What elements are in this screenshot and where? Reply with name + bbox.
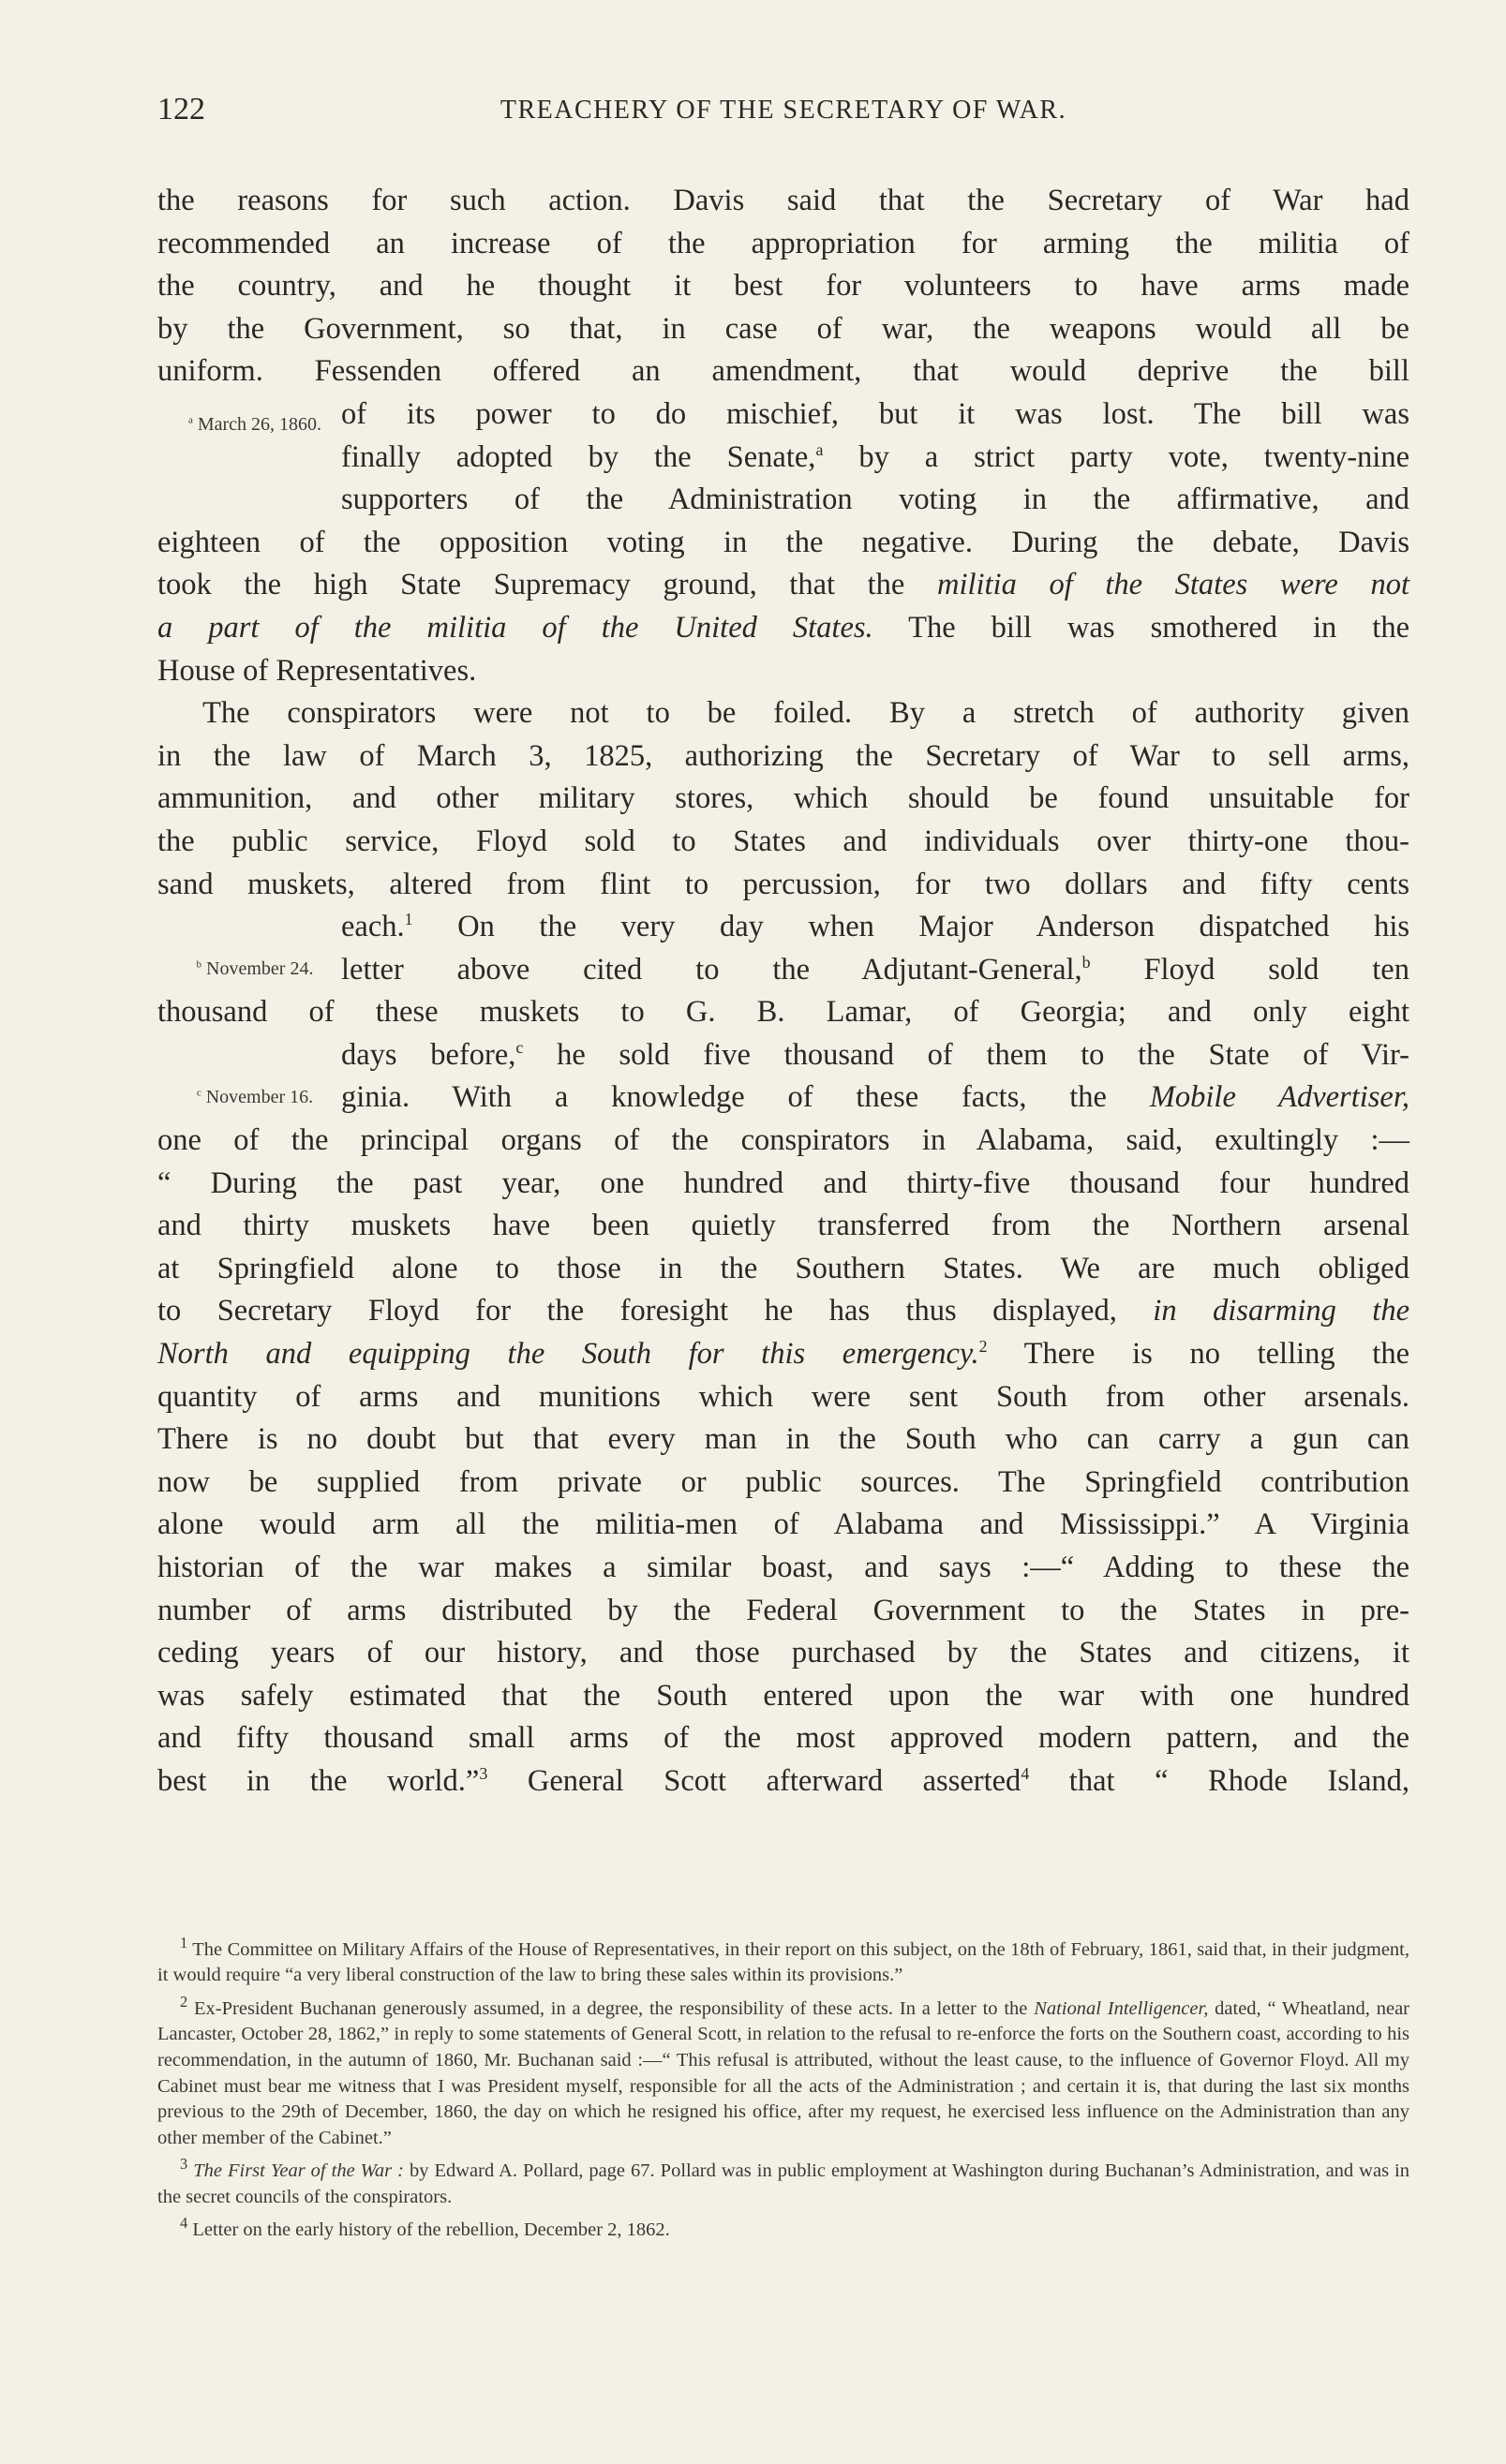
text-line: now be supplied from private or public sources. The Springfield contribution — [157, 1464, 1409, 1499]
italic-fragment: Mobile Advertiser, — [1149, 1080, 1410, 1115]
reference-mark: 3 — [479, 1764, 488, 1784]
italic-fragment: militia of the States were not — [936, 568, 1409, 602]
reference-mark: 2 — [978, 1337, 988, 1357]
margin-note-nov16 — [176, 1087, 334, 1107]
text-fragment: letter above cited to the Adjutant-General, — [341, 952, 1082, 987]
reference-mark: a — [815, 439, 824, 459]
text-fragment: he sold five thousand of them to the State of Vir- — [523, 1037, 1409, 1072]
text-line: The conspirators were not to be foiled. By a stretch of authority given — [202, 696, 1409, 731]
text-line — [341, 1076, 1409, 1120]
footnotes — [157, 1930, 1409, 2244]
text-line: of its power to do mischief, but it was lost. The bill was — [341, 396, 1409, 431]
text-fragment: The bill was smothered in the — [872, 610, 1409, 645]
book-page — [157, 86, 1410, 2241]
text-line: “ During the past year, one hundred and thirty-five thousand four hundred — [157, 1165, 1409, 1200]
footnote-text: Ex-President Buchanan generously assumed, in a degree, the responsibility of these acts. In a letter to the — [194, 1997, 1035, 2019]
text-fragment: General Scott afterward asserted — [487, 1763, 1021, 1798]
text-line: number of arms distributed by the Federal Government to the States in pre- — [157, 1593, 1409, 1627]
margin-note-march — [176, 414, 334, 435]
footnote-italic: The First Year of the War : — [193, 2160, 404, 2182]
text-line — [341, 949, 1409, 992]
footnote-mark: 2 — [180, 1993, 188, 2011]
text-line: uniform. Fessenden offered an amendment, that would deprive the bill — [157, 354, 1409, 389]
text-line — [157, 1290, 1409, 1333]
main-text — [157, 180, 1409, 1803]
text-line — [157, 1333, 1409, 1376]
margin-note-text: November 16. — [205, 1087, 314, 1108]
text-line: House of Representatives. — [157, 653, 477, 688]
text-line: at Springfield alone to those in the Southern States. We are much obliged — [157, 1251, 1409, 1285]
text-fragment: Floyd sold ten — [1090, 952, 1409, 987]
footnote-mark: 3 — [180, 2155, 188, 2174]
text-line — [157, 564, 1409, 607]
text-line: and fifty thousand small arms of the most approved modern pattern, and the — [157, 1721, 1409, 1756]
margin-note-text: March 26, 1860. — [197, 413, 322, 435]
text-line: alone would arm all the militia-men of Alabama and Mississippi.” A Virginia — [157, 1507, 1409, 1542]
page-header — [157, 86, 1409, 141]
margin-note-nov24 — [176, 958, 334, 979]
text-fragment: On the very day when Major Anderson dispatched his — [412, 910, 1409, 944]
text-fragment: best in the world.” — [157, 1763, 480, 1798]
text-fragment: that “ Rhode Island, — [1029, 1763, 1409, 1798]
margin-note-mark: c — [196, 1087, 201, 1099]
running-head: TREACHERY OF THE SECRETARY OF WAR. — [500, 96, 1067, 125]
text-fragment: There is no telling the — [987, 1337, 1409, 1372]
page-number: 122 — [157, 92, 205, 126]
footnote-text: The Committee on Military Affairs of the House of Representatives, in their report on this subject, on the 18th of February, 1861, said that, in their judgment, it would require “a very liberal construction of the law to bring these sales within its provisions.” — [157, 1938, 1410, 1986]
footnote-text: Letter on the early history of the rebellion, December 2, 1862. — [192, 2219, 670, 2241]
text-line: one of the principal organs of the conspirators in Alabama, said, exultingly :— — [157, 1123, 1409, 1158]
text-line — [341, 437, 1409, 480]
text-line: ceding years of our history, and those purchased by the States and citizens, it — [157, 1636, 1409, 1670]
text-fragment: by a strict party vote, twenty-nine — [823, 439, 1409, 474]
italic-fragment: in disarming the — [1153, 1294, 1409, 1328]
italic-fragment: a part of the militia of the United States. — [157, 610, 873, 645]
text-line: historian of the war makes a similar boast, and says :—“ Adding to these the — [157, 1551, 1409, 1584]
sidenote-block — [157, 393, 1409, 522]
text-fragment: took the high State Supremacy ground, that the — [157, 568, 937, 602]
italic-fragment: North and equipping the South for this emergency. — [157, 1337, 979, 1372]
reference-mark: 1 — [404, 910, 413, 929]
sidenote-block — [157, 906, 1409, 1120]
margin-note-mark: a — [187, 414, 193, 426]
text-line: ammunition, and other military stores, which should be found unsuitable for — [157, 781, 1409, 816]
footnote-2 — [157, 1989, 1409, 2151]
text-line: thousand of these muskets to G. B. Lamar, of Georgia; and only eight — [157, 995, 1409, 1030]
text-line: supporters of the Administration voting in the affirmative, and — [341, 482, 1409, 517]
footnote-mark: 1 — [180, 1934, 188, 1952]
reference-mark: c — [515, 1038, 524, 1058]
text-fragment: days before, — [341, 1037, 516, 1072]
text-line: in the law of March 3, 1825, authorizing the Secretary of War to sell arms, — [157, 738, 1409, 773]
margin-note-text: November 24. — [206, 958, 314, 980]
footnote-4 — [157, 2210, 1409, 2243]
text-line — [157, 607, 1409, 650]
footnote-text: by Edward A. Pollard, page 67. Pollard was in public employment at Washington during Buchanan’s Administration, and was in the secret councils of the conspirators. — [157, 2160, 1410, 2207]
reference-mark: 4 — [1021, 1764, 1030, 1784]
text-line: sand muskets, altered from flint to percussion, for two dollars and fifty cents — [157, 867, 1409, 901]
footnote-italic: National Intelligencer, — [1034, 1997, 1209, 2019]
text-line: recommended an increase of the appropriation for arming the militia of — [157, 226, 1409, 260]
text-line: and thirty muskets have been quietly transferred from the Northern arsenal — [157, 1209, 1409, 1243]
text-line: the public service, Floyd sold to States and individuals over thirty-one thou- — [157, 824, 1409, 858]
text-line: eighteen of the opposition voting in the negative. During the debate, Davis — [157, 525, 1409, 559]
reference-mark: b — [1081, 952, 1091, 972]
text-line — [341, 906, 1409, 949]
text-line: was safely estimated that the South entered upon the war with one hundred — [157, 1678, 1409, 1713]
text-line: quantity of arms and munitions which were sent South from other arsenals. — [157, 1379, 1409, 1414]
text-line — [341, 1034, 1409, 1077]
text-line: There is no doubt but that every man in the South who can carry a gun can — [157, 1422, 1409, 1457]
text-line: the country, and he thought it best for volunteers to have arms made — [157, 269, 1409, 304]
footnote-1 — [157, 1930, 1409, 1989]
text-fragment: finally adopted by the Senate, — [341, 439, 816, 474]
text-line: by the Government, so that, in case of war, the weapons would all be — [157, 311, 1409, 346]
text-fragment: each. — [341, 910, 405, 944]
text-fragment: ginia. With a knowledge of these facts, the — [341, 1080, 1150, 1115]
text-line — [157, 1760, 1409, 1803]
text-fragment: to Secretary Floyd for the foresight he has thus displayed, — [157, 1294, 1154, 1328]
margin-note-mark: b — [196, 958, 202, 971]
footnote-text: dated, “ Wheatland, near Lancaster, October 28, 1862,” in reply to some statements of General Scott, in relation to the refusal to re-enforce the forts on the Southern coast, according to his recommendation, in the autumn of 1860, Mr. Buchanan said :—“ This refusal is attributed, without the least cause, to the influence of Governor Floyd. All my Cabinet must bear me witness that I was President myself, responsible for all the acts of the Administration ; and certain it is, that during the last six months previous to the 29th of December, 1860, the day on which he resigned his office, after my request, he exercised less influence on the Administration than any other member of the Cabinet.” — [157, 1997, 1410, 2148]
footnote-3 — [157, 2151, 1409, 2210]
footnote-mark: 4 — [180, 2214, 188, 2233]
text-line: the reasons for such action. Davis said that the Secretary of War had — [157, 184, 1409, 217]
